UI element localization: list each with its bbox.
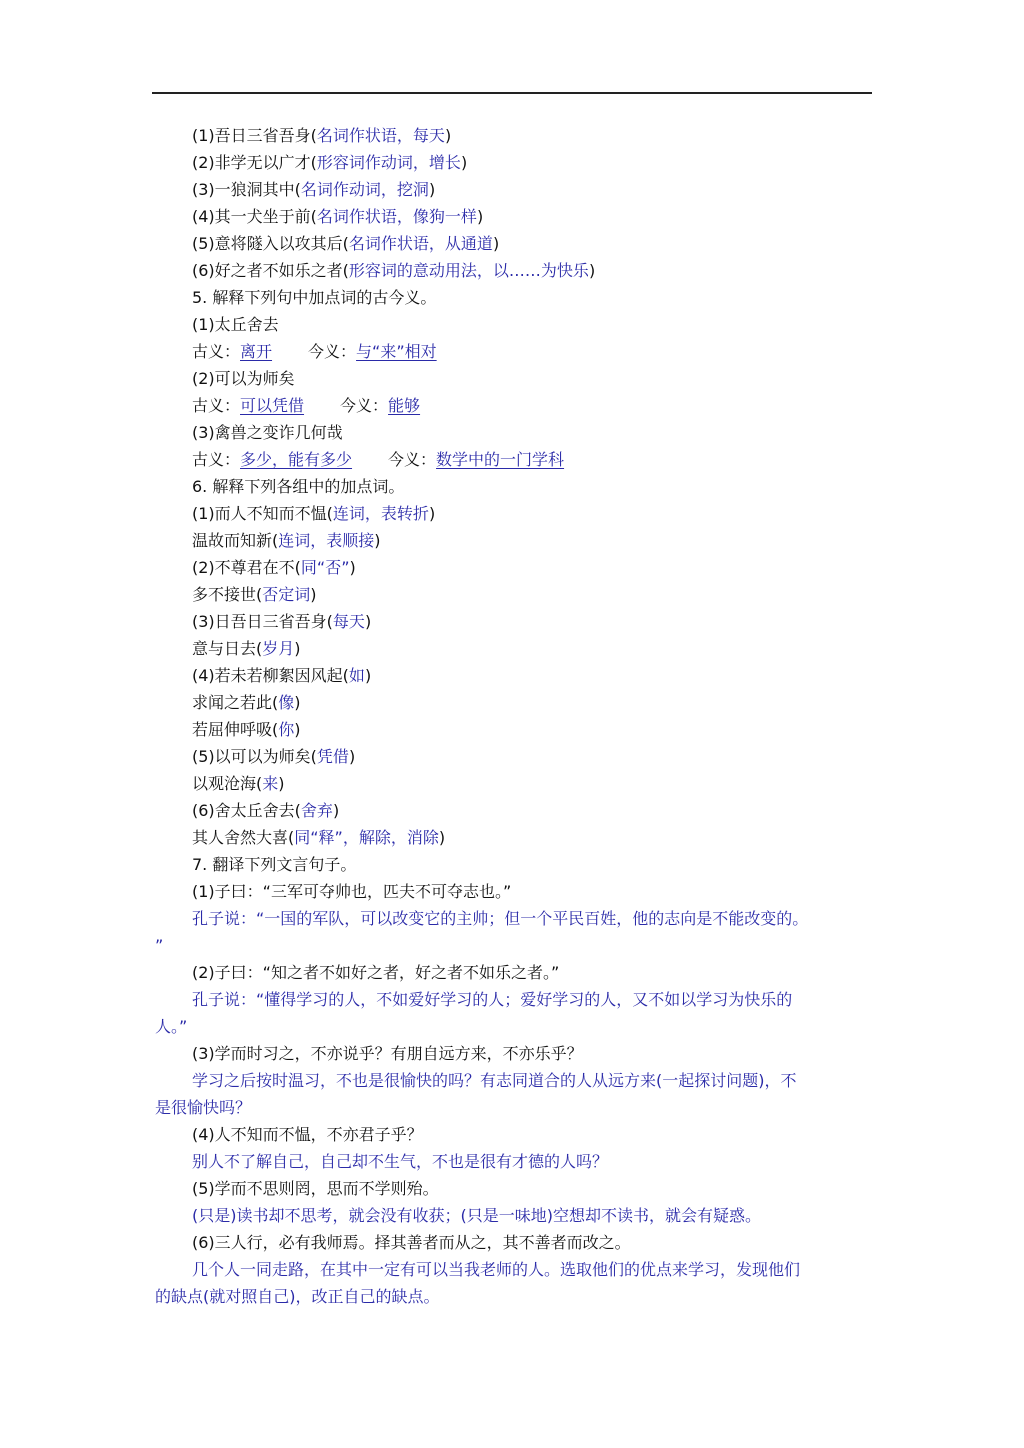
sec4-item-2: (2)非学无以广才(形容词作动词，增长) xyxy=(192,153,468,172)
document-body xyxy=(155,122,880,1310)
sec7-answer-1-cont: ” xyxy=(155,936,164,955)
sec7-question-3: (3)学而时习之，不亦说乎？有朋自远方来，不亦乐乎？ xyxy=(192,1044,583,1063)
sec4-item-4: (4)其一犬坐于前(名词作状语，像狗一样) xyxy=(192,207,484,226)
sec6-item: 多不接世(否定词) xyxy=(192,585,317,604)
sec5-question-1: (1)太丘舍去 xyxy=(192,315,279,334)
sec5-title: 5. 解释下列句中加点词的古今义。 xyxy=(192,288,437,307)
sec6-title: 6. 解释下列各组中的加点词。 xyxy=(192,477,405,496)
sec7-answer-3-cont: 是很愉快吗？ xyxy=(155,1098,252,1117)
sec5-answer-2: 古义：可以凭借 今义：能够 xyxy=(192,396,421,415)
sec7-answer-4: 别人不了解自己，自己却不生气，不也是很有才德的人吗？ xyxy=(192,1152,609,1171)
sec6-item: (6)舍太丘舍去(舍弃) xyxy=(192,801,340,820)
sec6-item: (2)不尊君在不(同“否”) xyxy=(192,558,356,577)
sec7-answer-1: 孔子说：“一国的军队，可以改变它的主帅；但一个平民百姓，他的志向是不能改变的。 xyxy=(192,909,809,928)
sec6-item: (3)日吾日三省吾身(每天) xyxy=(192,612,372,631)
sec6-item: 其人舍然大喜(同“释”，解除，消除) xyxy=(192,828,446,847)
sec5-answer-1: 古义：离开 今义：与“来”相对 xyxy=(192,342,437,361)
sec7-answer-6-cont: 的缺点(就对照自己)，改正自己的缺点。 xyxy=(155,1287,440,1306)
sec7-question-2: (2)子曰：“知之者不如好之者，好之者不如乐之者。” xyxy=(192,963,560,982)
sec7-question-4: (4)人不知而不愠，不亦君子乎？ xyxy=(192,1125,423,1144)
sec6-item: 以观沧海(来) xyxy=(192,774,285,793)
sec7-answer-2: 孔子说：“懂得学习的人，不如爱好学习的人；爱好学习的人，又不如以学习为快乐的 xyxy=(192,990,793,1009)
sec4-item-1: (1)吾日三省吾身(名词作状语，每天) xyxy=(192,126,452,145)
sec5-question-2: (2)可以为师矣 xyxy=(192,369,295,388)
sec7-answer-6: 几个人一同走路，在其中一定有可以当我老师的人。选取他们的优点来学习，发现他们 xyxy=(192,1260,801,1279)
sec7-question-6: (6)三人行，必有我师焉。择其善者而从之，其不善者而改之。 xyxy=(192,1233,631,1252)
sec7-question-1: (1)子曰：“三军可夺帅也，匹夫不可夺志也。” xyxy=(192,882,512,901)
sec5-answer-3: 古义：多少，能有多少 今义：数学中的一门学科 xyxy=(192,450,565,469)
sec7-answer-3: 学习之后按时温习，不也是很愉快的吗？有志同道合的人从远方来(一起探讨问题)，不 xyxy=(192,1071,797,1090)
sec4-item-5: (5)意将隧入以攻其后(名词作状语，从通道) xyxy=(192,234,500,253)
sec7-answer-5: (只是)读书却不思考，就会没有收获；(只是一味地)空想却不读书，就会有疑惑。 xyxy=(192,1206,761,1225)
sec6-item: (1)而人不知而不愠(连词，表转折) xyxy=(192,504,436,523)
sec6-item: 温故而知新(连词，表顺接) xyxy=(192,531,381,550)
sec5-question-3: (3)禽兽之变诈几何哉 xyxy=(192,423,343,442)
sec6-item: (5)以可以为师矣(凭借) xyxy=(192,747,356,766)
sec6-item: (4)若未若柳絮因风起(如) xyxy=(192,666,372,685)
sec7-question-5: (5)学而不思则罔，思而不学则殆。 xyxy=(192,1179,439,1198)
sec7-answer-2-cont: 人。” xyxy=(155,1017,188,1036)
header-rule xyxy=(152,92,872,94)
sec6-item: 求闻之若此(像) xyxy=(192,693,301,712)
sec4-item-3: (3)一狼洞其中(名词作动词，挖洞) xyxy=(192,180,436,199)
sec6-item: 意与日去(岁月) xyxy=(192,639,301,658)
sec6-item: 若屈伸呼吸(你) xyxy=(192,720,301,739)
sec4-item-6: (6)好之者不如乐之者(形容词的意动用法，以……为快乐) xyxy=(192,261,596,280)
sec7-title: 7. 翻译下列文言句子。 xyxy=(192,855,357,874)
